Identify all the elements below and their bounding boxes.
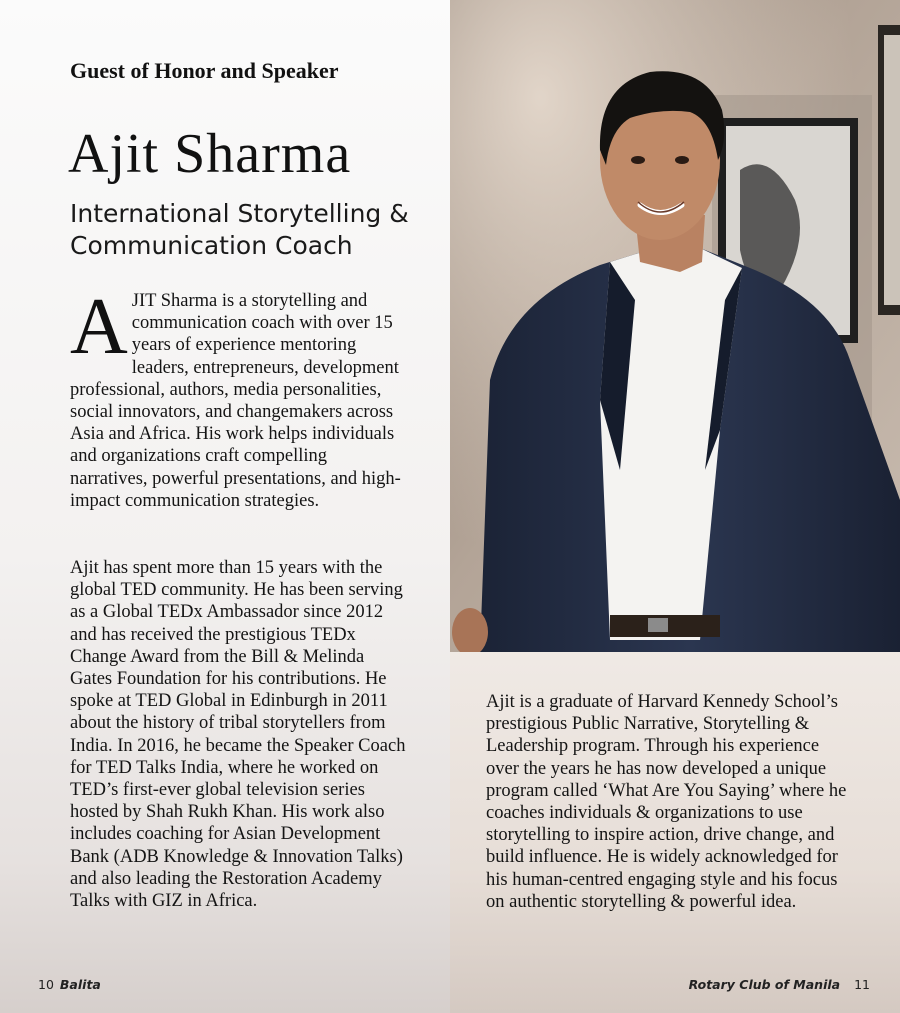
page-number-right: 11 — [854, 977, 870, 992]
speaker-name: Ajit Sharma — [68, 123, 352, 185]
kicker: Guest of Honor and Speaker — [70, 58, 339, 83]
speaker-role: International Storytelling & Communication Coach — [70, 199, 409, 260]
speaker-photo — [450, 0, 900, 652]
bio-paragraph-1-text: JIT Sharma is a storytelling and communication coach with over 15 years of experience mentoring leaders, entrepreneurs, development professional, authors, media personalities, social innovators, and changemakers across Asia and Africa. His work helps individuals and organizations craft compelling narratives, powerful presentations, and high-impact communication strategies. — [70, 291, 401, 511]
bio-paragraph-3: Ajit is a graduate of Harvard Kennedy School’s prestigious Public Narrative, Storytelling & Leadership program. Through his experience over the years he has now developed a unique program called ‘What Are You Saying’ where he coaches individuals & organizations to use storytelling to inspire action, drive change, and build influence. He is widely acknowledged for his human-centred engaging style and his focus on authentic storytelling & powerful idea. — [486, 692, 847, 912]
footer-left — [38, 977, 101, 992]
bio-paragraph-1 — [70, 283, 408, 512]
page-number-left: 10 — [38, 977, 54, 992]
publication-name: Balita — [59, 977, 101, 992]
bio-paragraph-2: Ajit has spent more than 15 years with the global TED community. He has been serving as a Global TEDx Ambassador since 2012 and has received the prestigious TEDx Change Award from the Bill & Melinda Gates Foundation for his contributions. He spoke at TED Global in Edinburgh in 2011 about the history of tribal storytellers from India. In 2016, he became the Speaker Coach for TED Talks India, where he worked on TED’s first-ever global television series hosted by Shah Rukh Khan. His work also includes coaching for Asian Development Bank (ADB Knowledge & Innovation Talks) and also leading the Restoration Academy Talks with GIZ in Africa. — [70, 558, 406, 912]
drop-cap: A — [70, 283, 128, 371]
club-name: Rotary Club of Manila — [688, 977, 841, 992]
footer-right — [689, 977, 870, 992]
